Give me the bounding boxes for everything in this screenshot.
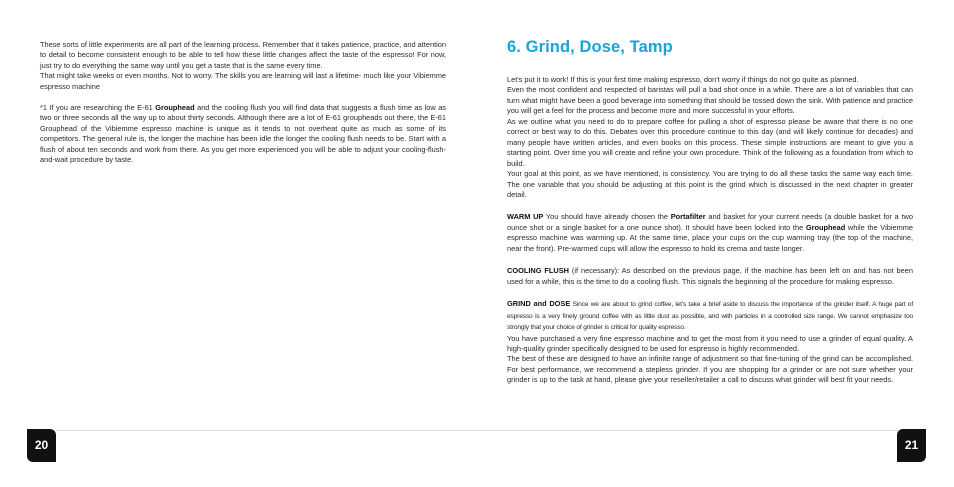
keyword-grouphead: Grouphead — [155, 102, 195, 112]
footnote — [40, 103, 446, 166]
body-text: while the Vibiemme espresso machine was warming up. At the same time, place your cups on the cup warming tray (the top of the machine, near the front). Pre-warmed cups will allow the espresso to hold its crema and taste longer. — [507, 222, 913, 253]
paragraph: The best of these are designed to have an infinite range of adjustment so that fine-tuning of the grind can be accomplished. For best performance, we recommend a stepless grinder. If you are shopping for a grinder or are not sure whether your grinder is up to the task at hand, please give your reseller/retailer a call to discuss what grinder will best fit your needs. — [507, 354, 913, 385]
right-page — [477, 0, 954, 487]
warm-up-paragraph — [507, 212, 913, 254]
paragraph: These sorts of little experiments are all part of the learning process. Remember that it takes patience, practice, and attention to detail to become consistent enough to be able to tell how these little changes affect the taste of the espresso! For now, just try to do everything the same way until you get a taste that is the same every time. — [40, 40, 446, 70]
page-number-badge: 20 — [27, 429, 56, 462]
body-text: and basket for your current needs (a double basket for a two ounce shot or a single basket for a one ounce shot). It should have been locked into the — [507, 212, 913, 232]
paragraph: As we outline what you need to do to prepare coffee for pulling a shot of espresso please be aware that there is no one correct or best way to do this. Debates over this procedure continue to this day (and will likely continue for decades) and many people have written articles, and even books on this process. These simple instructions are meant to give you a starting point. Over time you will create and refine your own procedure. Think of the following as a foundation from which to build. — [507, 116, 913, 168]
footer-rule — [477, 430, 897, 431]
footer-rule — [56, 430, 477, 431]
paragraph: Your goal at this point, as we have mentioned, is consistency. You are trying to do all these tasks the same way each time. The one variable that you should be adjusting at this point is the grind which is discussed in the next chapter in greater detail. — [507, 169, 913, 199]
footnote-text: and the cooling flush you will find data that suggests a flush time as low as two or three seconds all the way up to about thirty seconds. Although there are a lot of E-61 groupheads out there, the E-61 Grouphead of the Vibiemme espresso machine is unique as it tends to not overheat quite as much as some of its competitors. The general rule is, the longer the machine has been idle the longer the cooling flush needs to be. Start with a flush of about ten seconds and work from there. As you get more experienced you will be able to adjust your cooling-flush-and-wait procedure by taste. — [40, 102, 446, 164]
right-text-column — [507, 75, 913, 386]
body-text: You should have already chosen the — [543, 212, 671, 222]
grind-dose-paragraph — [507, 299, 913, 333]
keyword-grind-dose: GRIND and DOSE — [507, 299, 571, 309]
keyword-portafilter: Portafilter — [670, 212, 706, 222]
paragraph: You have purchased a very fine espresso machine and to get the most from it you need to use a grinder of equal quality. A high-quality grinder specifically designed to be used for espresso is highly recommended. — [507, 333, 913, 353]
footnote-text: *1 If you are researching the E-61 — [40, 102, 156, 112]
body-text: (if necessary): As described on the previous page, if the machine has been left on and has not been used for a while, this is the time to do a cooling flush. This signals the beginning of the procedure for making espresso. — [507, 266, 913, 286]
keyword-grouphead: Grouphead — [805, 222, 846, 232]
section-title: 6. Grind, Dose, Tamp — [507, 38, 673, 56]
keyword-warm-up: WARM UP — [507, 212, 544, 222]
left-text-column — [40, 40, 446, 165]
body-text: Since we are about to grind coffee, let's take a brief aside to discuss the importance of the grinder itself. A huge part of espresso is a very finely ground coffee with as little dust as possible, and with particles in a controlled size range. We cannot emphasize too strongly that your choice of grinder is critical for quality espresso. — [507, 301, 913, 332]
paragraph: Even the most confident and respected of baristas will pull a bad shot once in a while. There are a lot of variables that can turn what might have been a good beverage into something that should be tossed down the sink. With patience and practice you will get a feel for the process and become more and more successful in your efforts. — [507, 85, 913, 116]
keyword-cooling-flush: COOLING FLUSH — [507, 266, 570, 276]
cooling-flush-paragraph — [507, 266, 913, 287]
paragraph: That might take weeks or even months. Not to worry. The skills you are learning will last a lifetime- much like your Vibiemme espresso machine — [40, 71, 446, 91]
paragraph: Let's put it to work! If this is your first time making espresso, don't worry if things do not go quite as planned. — [507, 75, 859, 84]
page-number-badge: 21 — [897, 429, 926, 462]
